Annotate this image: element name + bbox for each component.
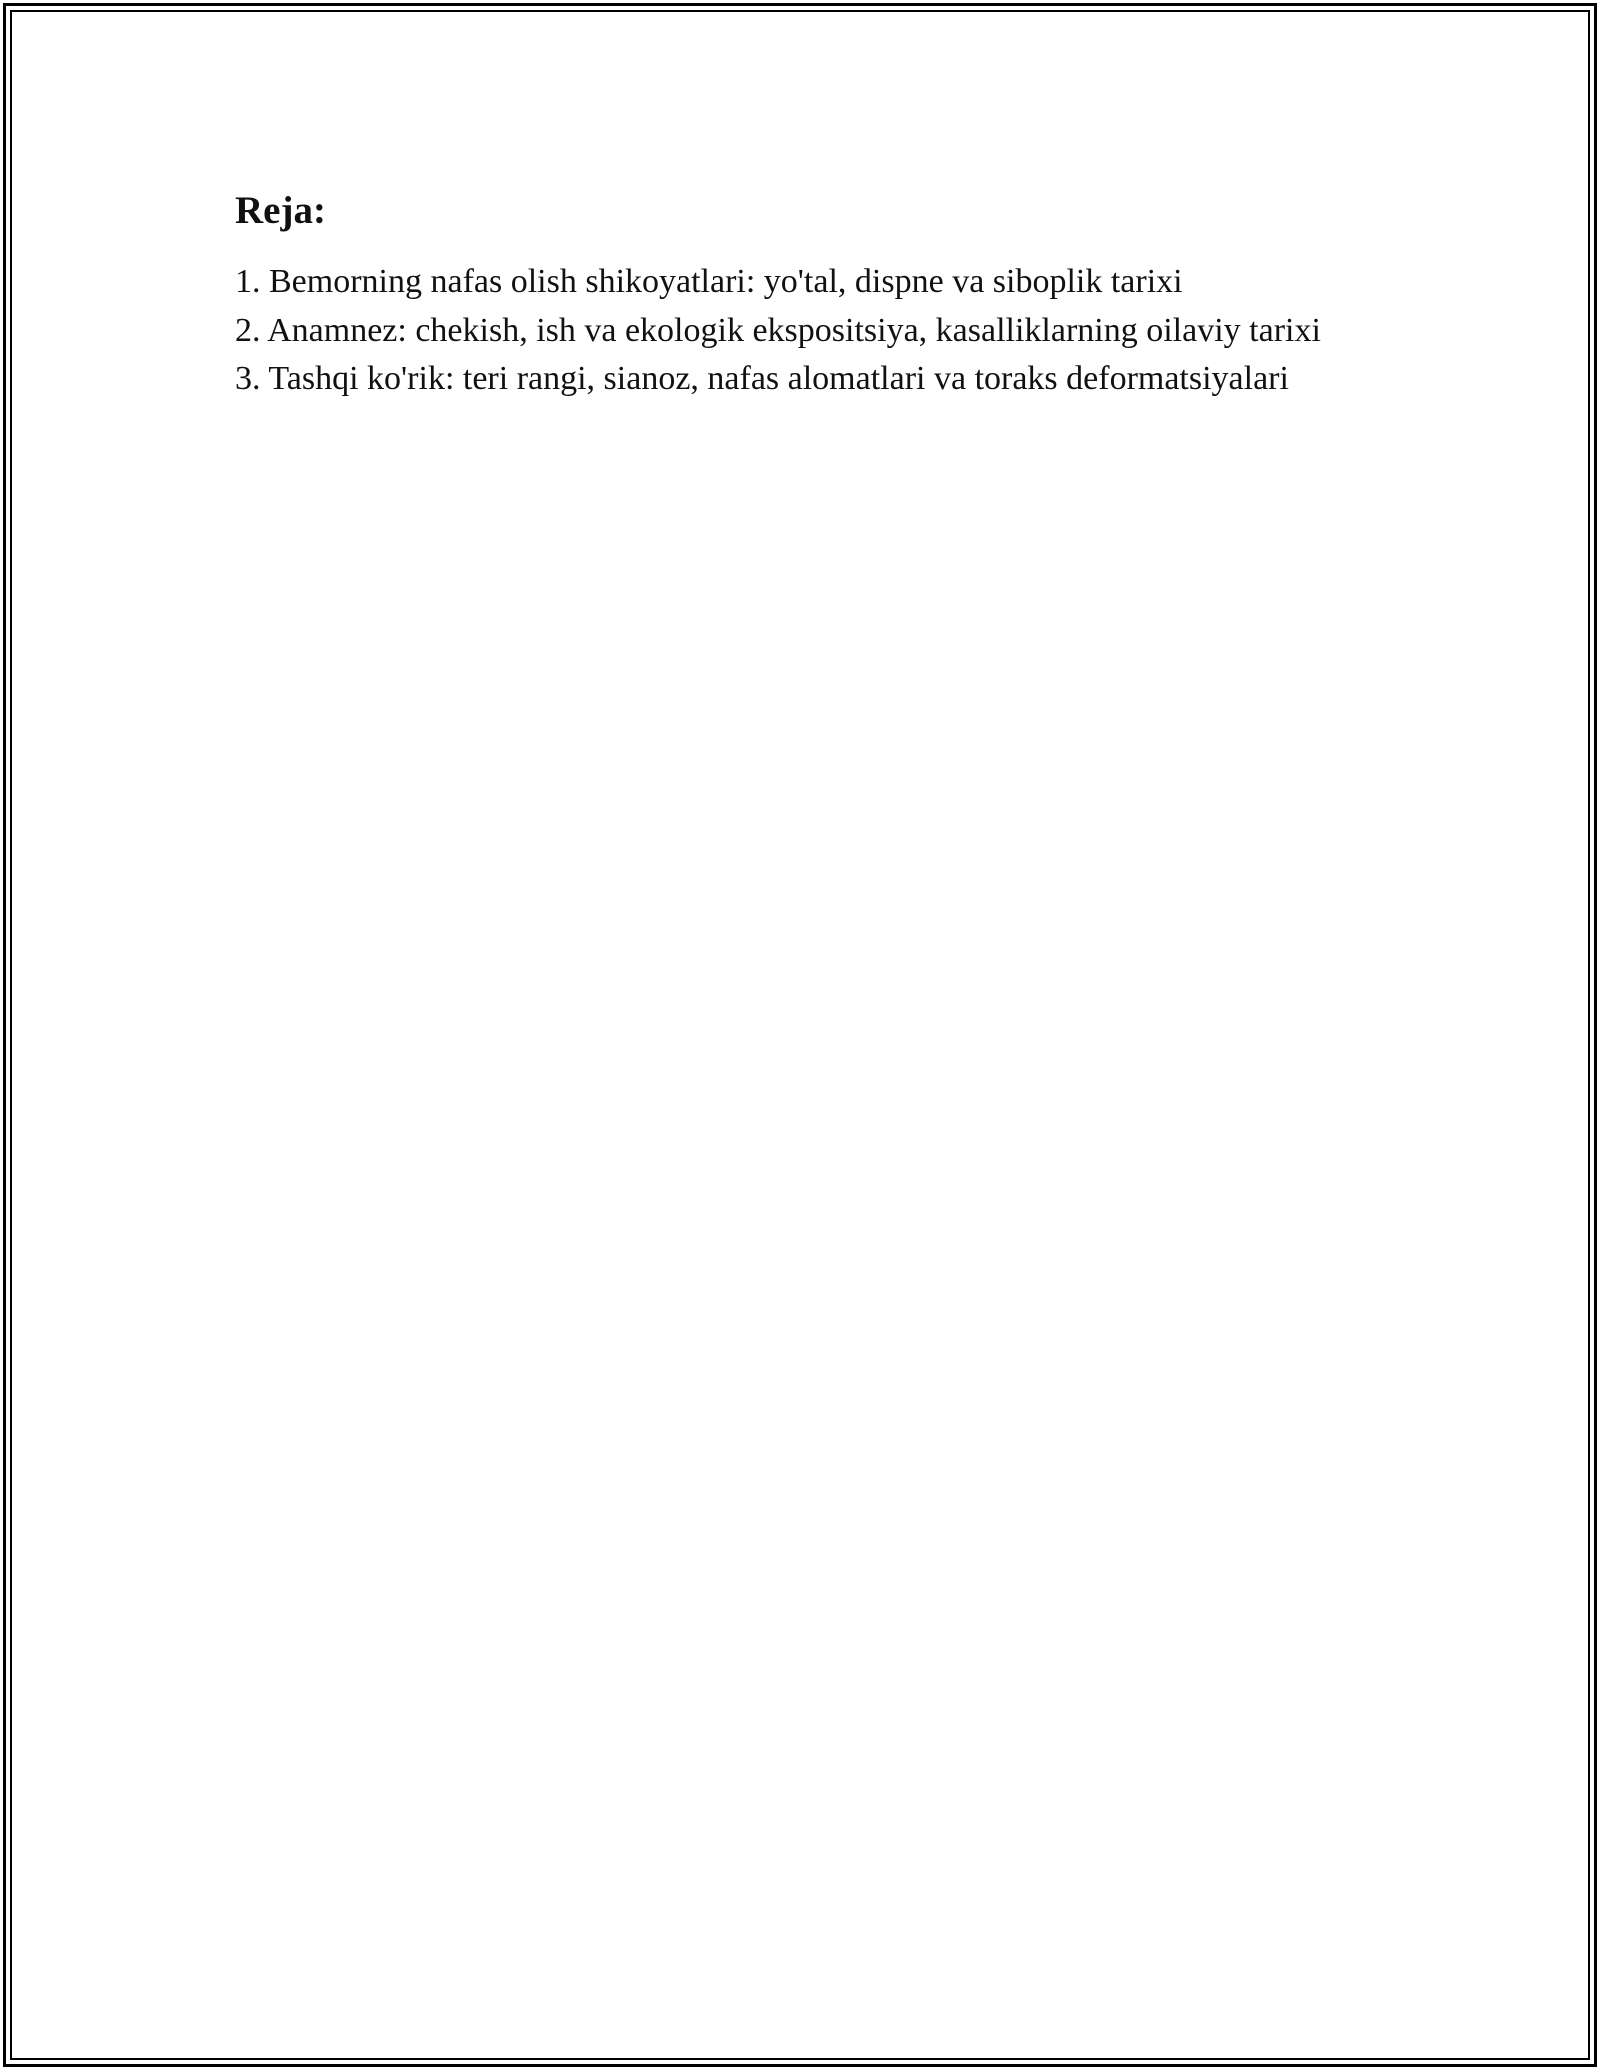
plan-item-2: 2. Anamnez: chekish, ish va ekologik ekspositsiya, kasalliklarning oilaviy tarixi <box>235 311 1321 349</box>
plan-item-3: 3. Tashqi ko'rik: teri rangi, sianoz, nafas alomatlari va toraks deformatsiyalari <box>235 360 1289 397</box>
plan-item-1: 1. Bemorning nafas olish shikoyatlari: yo'tal, dispne va siboplik tarixi <box>235 263 1183 300</box>
plan-list <box>235 258 1365 404</box>
document-body <box>235 186 1365 404</box>
plan-heading: Reja: <box>235 189 326 232</box>
